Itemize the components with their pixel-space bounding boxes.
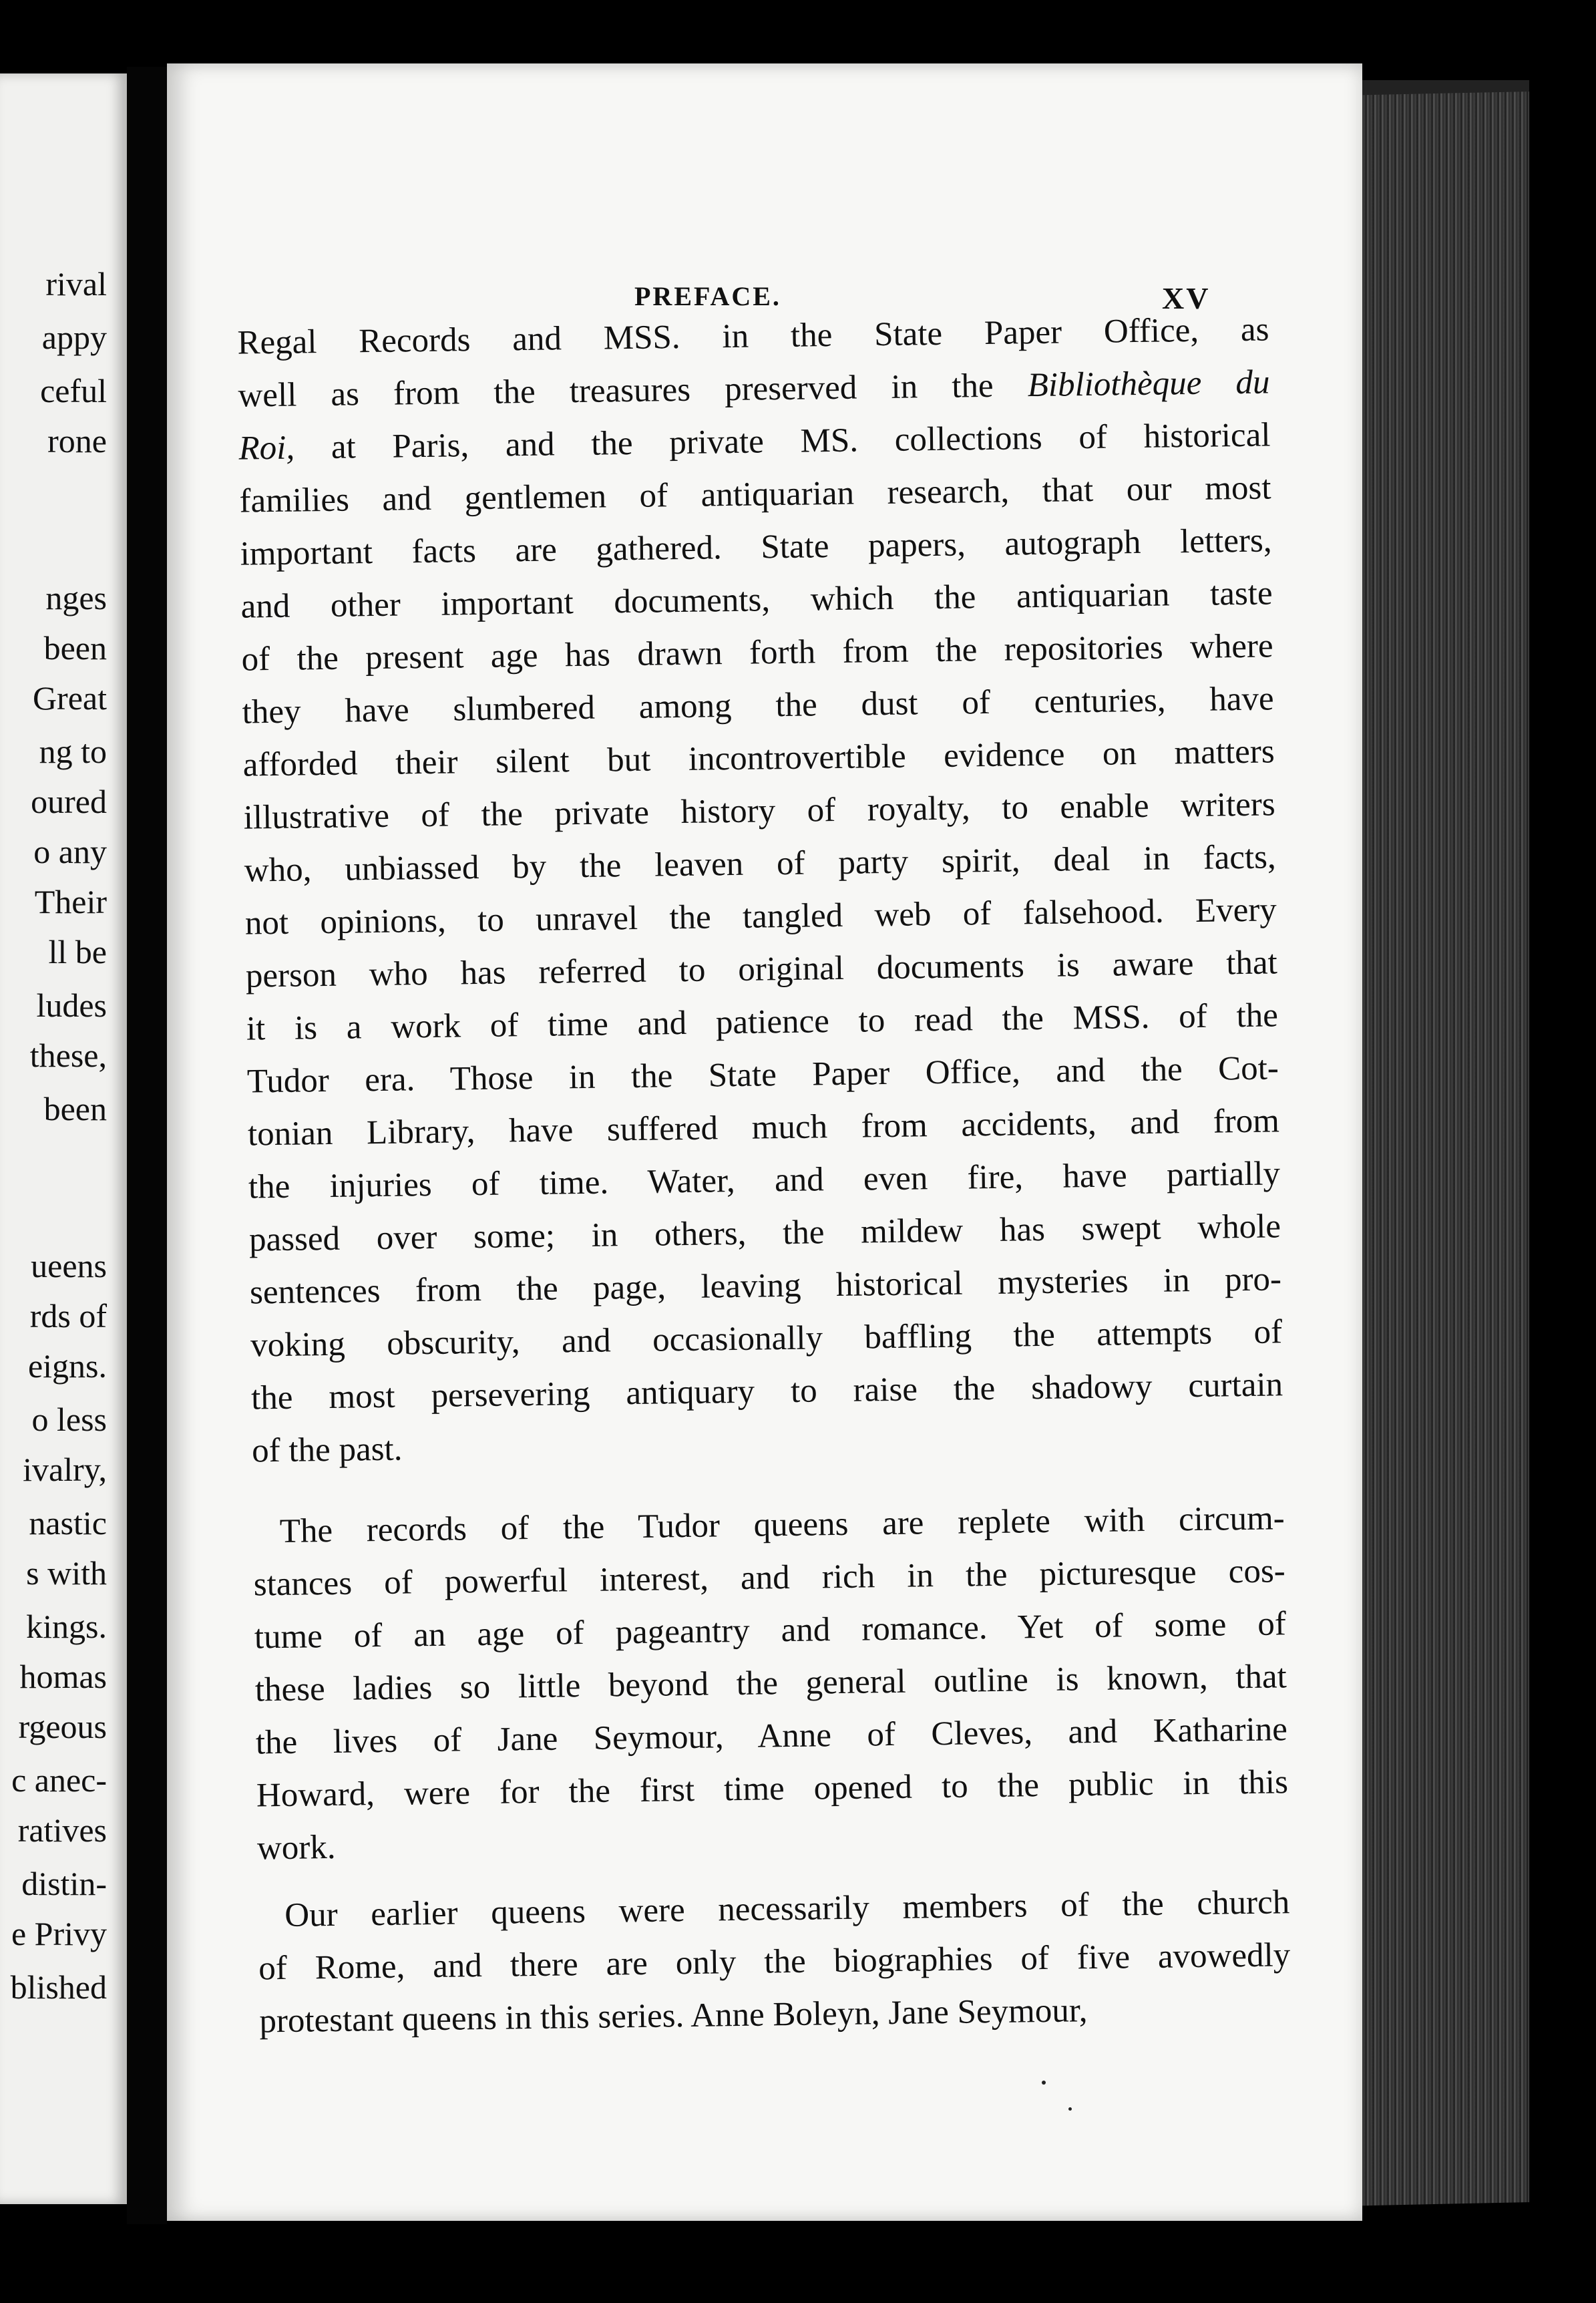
left-page-fragment: oured — [31, 783, 107, 820]
left-page-fragment: rival — [45, 265, 107, 303]
left-page-fragment: appy — [41, 319, 107, 356]
left-page-fragment: c anec- — [11, 1761, 107, 1799]
text-line: person who has referred to original documents is aware that — [245, 944, 1278, 995]
left-page-fragment: o any — [33, 833, 107, 870]
text-line: of Rome, and there are only the biographies of five avowedly — [258, 1936, 1291, 1988]
text-line: well as from the treasures preserved in the Bibliothèque du — [238, 363, 1270, 415]
left-page-fragment: kings. — [26, 1608, 107, 1645]
text-line: stances of powerful interest, and rich in the picturesque cos- — [253, 1552, 1286, 1604]
text-line: sentences from the page, leaving historical mysteries in pro- — [249, 1260, 1282, 1312]
left-page-fragment: ng to — [39, 733, 107, 770]
left-page-fragment: rgeous — [18, 1708, 107, 1745]
left-page-fragment: rone — [47, 422, 107, 460]
text-line: tonian Library, have suffered much from accidents, and from — [247, 1102, 1280, 1154]
left-page-fragment: nges — [45, 579, 107, 616]
text-line: afforded their silent but incontrovertible evidence on matters — [242, 733, 1275, 784]
left-page-fragment: ceful — [40, 372, 107, 409]
text-line: and other important documents, which the antiquarian taste — [240, 574, 1273, 626]
left-page-fragment: been — [43, 1090, 107, 1127]
text-line: Howard, were for the first time opened to the public in this — [256, 1763, 1289, 1815]
italic-title: Bibliothèque du — [1027, 363, 1270, 405]
text-line: the injuries of time. Water, and even fire, have partially — [248, 1155, 1281, 1206]
print-speck — [1042, 2081, 1046, 2085]
text-line: voking obscurity, and occasionally baffling the attempts of — [250, 1313, 1283, 1365]
text-line: of the present age has drawn forth from the repositories where — [241, 627, 1273, 679]
left-page-fragment: ivalry, — [23, 1451, 107, 1488]
left-page-fragment: ueens — [31, 1247, 107, 1284]
book-gutter — [127, 67, 167, 2224]
main-page — [167, 63, 1362, 2221]
text-line: protestant queens in this series. Anne Boleyn, Jane Seymour, — [259, 1992, 1088, 2041]
left-page-fragment: ludes — [36, 987, 107, 1024]
left-page-fragment: Great — [32, 679, 107, 717]
left-page-fragment: ll be — [48, 933, 107, 970]
text-line: important facts are gathered. State papers, autograph letters, — [240, 522, 1272, 573]
text-line: Tudor era. Those in the State Paper Office, and the Cot- — [246, 1049, 1279, 1101]
text-line: it is a work of time and patience to read the MSS. of the — [246, 997, 1279, 1048]
text-line: Regal Records and MSS. in the State Paper Office, as — [237, 311, 1269, 362]
left-page-fragment: ratives — [17, 1811, 107, 1849]
text-line: not opinions, to unravel the tangled web of falsehood. Every — [244, 891, 1277, 942]
left-facing-page — [0, 73, 127, 2204]
text-line: they have slumbered among the dust of centuries, have — [242, 680, 1274, 731]
left-page-fragment: s with — [26, 1554, 107, 1592]
left-page-fragment: rds of — [29, 1297, 107, 1335]
text-line: Our earlier queens were necessarily members of the church — [284, 1884, 1290, 1934]
italic-title: Roi, — [238, 429, 295, 468]
page-title: PREFACE. — [634, 281, 781, 311]
left-page-fragment: blished — [10, 1968, 107, 2006]
left-page-fragment: eigns. — [27, 1347, 107, 1385]
text-line: who, unbiassed by the leaven of party spirit, deal in facts, — [244, 838, 1277, 890]
left-page-fragment: distin- — [21, 1865, 107, 1902]
text-line: families and gentlemen of antiquarian research, that our most — [239, 469, 1271, 520]
left-page-fragment: been — [43, 629, 107, 667]
left-page-fragment: e Privy — [11, 1915, 107, 1952]
left-page-fragment: homas — [19, 1658, 107, 1695]
text-line: work. — [256, 1828, 336, 1868]
left-page-fragment: Their — [34, 883, 107, 920]
text-line: passed over some; in others, the mildew has swept whole — [248, 1208, 1281, 1259]
text-line: The records of the Tudor queens are replete with circum- — [279, 1499, 1285, 1550]
text-line: the lives of Jane Seymour, Anne of Cleves, and Katharine — [255, 1711, 1288, 1762]
text-line: of the past. — [251, 1430, 403, 1470]
body-text — [167, 48, 1390, 2221]
text-line: the most persevering antiquary to raise the shadowy curtain — [250, 1366, 1283, 1417]
text-line: these ladies so little beyond the general outline is known, that — [254, 1658, 1287, 1709]
text-line: tume of an age of pageantry and romance. Yet of some of — [254, 1605, 1287, 1656]
print-speck — [1068, 2107, 1072, 2111]
text-line: Roi, at Paris, and the private MS. collections of historical — [238, 416, 1271, 468]
page-number: XV — [1162, 281, 1211, 315]
text-line: illustrative of the private history of royalty, to enable writers — [243, 785, 1276, 837]
left-page-fragment: these, — [29, 1037, 107, 1074]
left-page-fragment: o less — [31, 1401, 107, 1438]
left-page-fragment: nastic — [29, 1504, 107, 1542]
